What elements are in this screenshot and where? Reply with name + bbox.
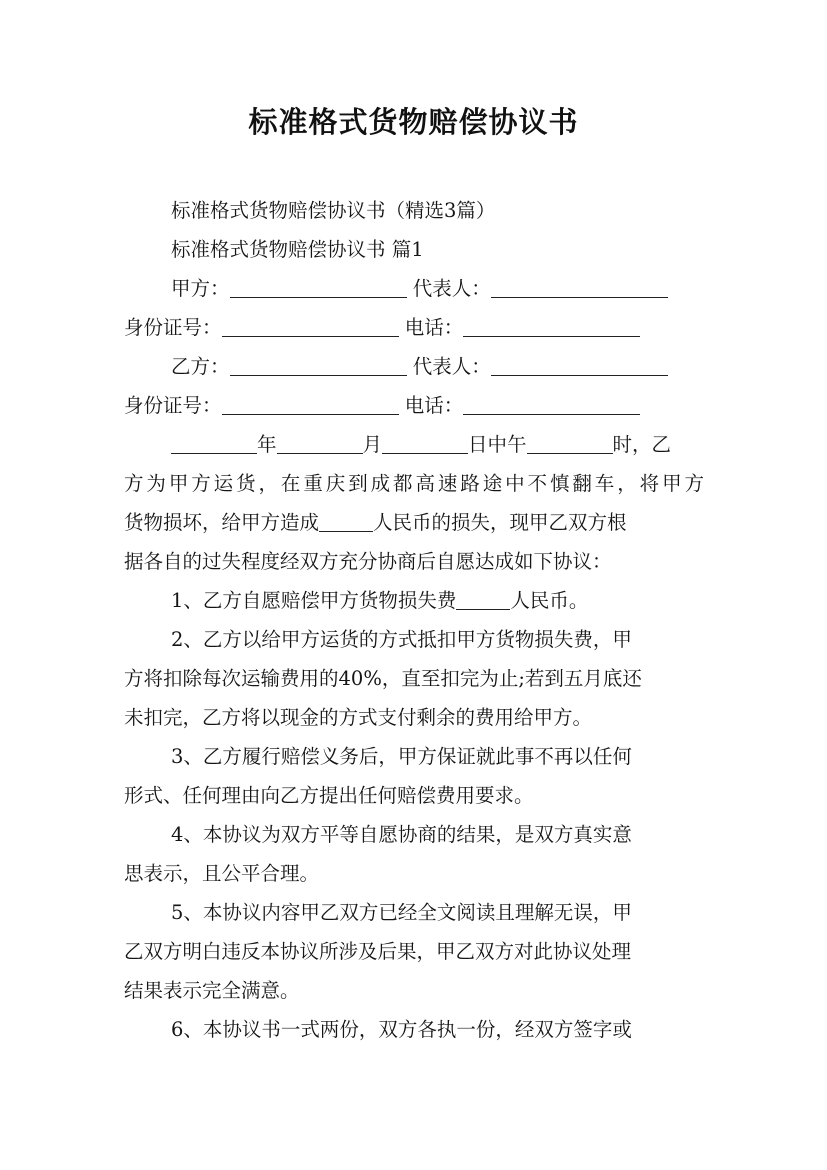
clause-text: 1、乙方自愿赔偿甲方货物损失费 <box>171 589 457 612</box>
party-b-blank <box>230 353 407 376</box>
month-blank <box>277 431 363 454</box>
body-line <box>124 503 704 542</box>
clause-text: 人民币。 <box>510 589 589 612</box>
clause-3-line: 3、乙方履行赔偿义务后，甲方保证就此事不再以任何 <box>171 745 632 768</box>
party-b-phone-blank <box>463 392 640 415</box>
clause-2-line: 2、乙方以给甲方运货的方式抵扣甲方货物损失费，甲 <box>171 628 632 651</box>
month-label: 月 <box>362 433 383 456</box>
party-a-phone-label: 电话： <box>404 316 464 339</box>
party-a-representative-blank <box>491 275 668 298</box>
body-line: 方为甲方运货，在重庆到成都高速路途中不慎翻车，将甲方 <box>124 472 704 495</box>
clause-4-line: 思表示，且公平合理。 <box>124 862 320 885</box>
year-blank <box>171 431 257 454</box>
body-line: 据各自的过失程度经双方充分协商后自愿达成如下协议： <box>124 550 612 573</box>
party-b-representative-label: 代表人： <box>412 355 491 378</box>
clause-5-line: 5、本协议内容甲乙双方已经全文阅读且理解无误，甲 <box>171 901 632 924</box>
clause-5-line: 乙双方明白违反本协议所涉及后果，甲乙双方对此协议处理 <box>124 940 632 963</box>
party-a-label: 甲方： <box>171 277 230 300</box>
clause-6-line: 6、本协议书一式两份，双方各执一份，经双方签字或 <box>171 1018 632 1041</box>
party-b-representative-blank <box>491 353 668 376</box>
body-text: 人民币的损失，现甲乙双方根 <box>373 511 627 534</box>
party-a-id-label: 身份证号： <box>124 316 222 339</box>
party-b-id-blank <box>222 392 399 415</box>
clause-5-line: 结果表示完全满意。 <box>124 979 300 1002</box>
party-b-phone-label: 电话： <box>404 394 464 417</box>
party-b-id-row <box>124 386 704 425</box>
hour-text: 时，乙 <box>612 433 672 456</box>
clause-1 <box>124 581 751 620</box>
clause-3-line: 形式、任何理由向乙方提出任何赔偿费用要求。 <box>124 784 534 807</box>
day-blank <box>382 431 468 454</box>
clause-2-line: 方将扣除每次运输费用的40%，直至扣完为止;若到五月底还 <box>124 667 642 690</box>
clause-4-line: 4、本协议为双方平等自愿协商的结果，是双方真实意 <box>171 823 632 846</box>
document-title: 标准格式货物赔偿协议书 <box>248 105 579 139</box>
party-a-id-blank <box>222 314 399 337</box>
loss-amount-blank <box>319 509 373 532</box>
party-a-id-row <box>124 308 704 347</box>
party-a-phone-blank <box>463 314 640 337</box>
year-label: 年 <box>257 433 277 456</box>
body-text: 货物损坏，给甲方造成 <box>124 511 320 534</box>
party-b-row <box>124 347 751 386</box>
hour-blank <box>527 431 613 454</box>
clause-2-line: 未扣完，乙方将以现金的方式支付剩余的费用给甲方。 <box>124 706 593 729</box>
party-b-id-label: 身份证号： <box>124 394 222 417</box>
compensation-blank <box>456 587 510 610</box>
section-heading: 标准格式货物赔偿协议书 篇1 <box>171 238 424 261</box>
party-a-row <box>124 269 751 308</box>
party-a-blank <box>230 275 407 298</box>
day-noon-label: 日中午 <box>468 433 527 456</box>
subtitle: 标准格式货物赔偿协议书（精选3篇） <box>171 199 496 222</box>
party-a-representative-label: 代表人： <box>412 277 491 300</box>
party-b-label: 乙方： <box>171 355 230 378</box>
date-row <box>124 425 751 464</box>
